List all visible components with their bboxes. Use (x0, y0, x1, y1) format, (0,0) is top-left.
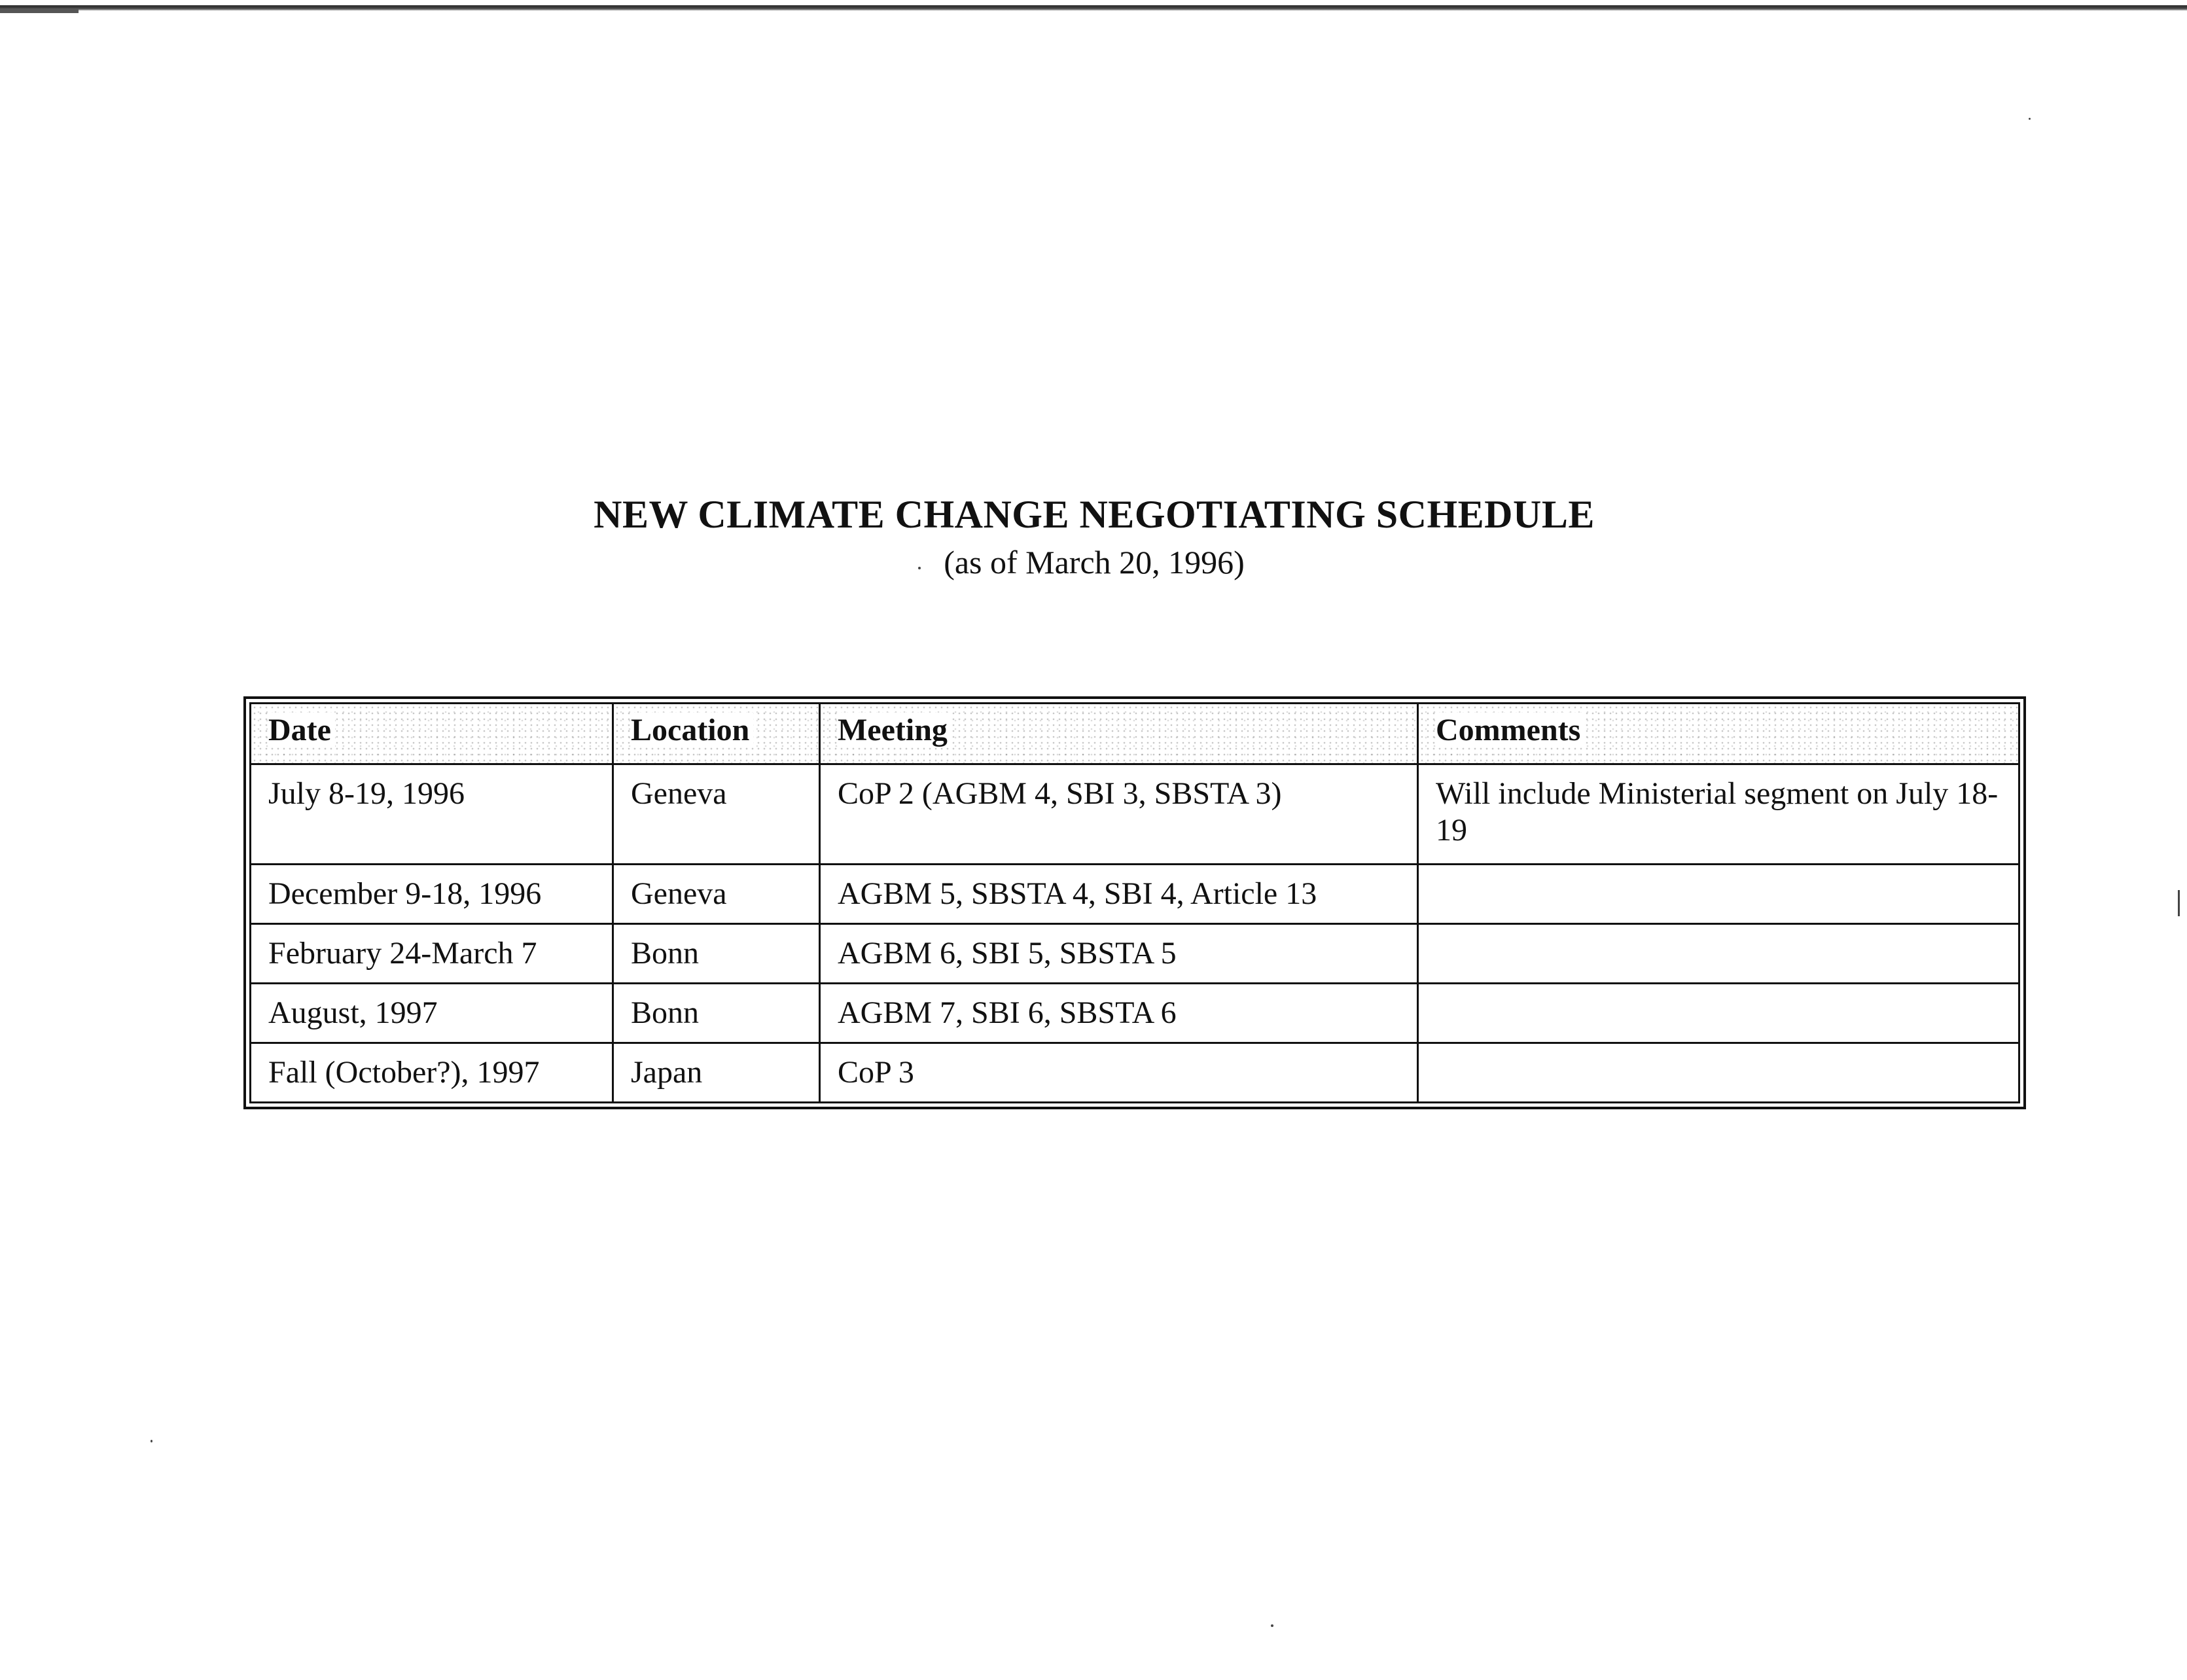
header-location: Location (613, 704, 820, 764)
scan-edge-mark (0, 9, 79, 13)
cell-date: August, 1997 (251, 984, 613, 1043)
header-meeting: Meeting (820, 704, 1418, 764)
cell-date: July 8-19, 1996 (251, 764, 613, 865)
table-row (251, 764, 2019, 865)
scan-edge-line (0, 5, 2187, 10)
table-header-row (251, 704, 2019, 764)
cell-comments (1418, 1043, 2019, 1103)
document-title: NEW CLIMATE CHANGE NEGOTIATING SCHEDULE (594, 493, 1595, 536)
cell-location: Geneva (613, 764, 820, 865)
cell-comments (1418, 865, 2019, 924)
cell-location: Bonn (613, 984, 820, 1043)
cell-date: February 24-March 7 (251, 924, 613, 984)
cell-meeting: AGBM 7, SBI 6, SBSTA 6 (820, 984, 1418, 1043)
document-subtitle: (as of March 20, 1996) (944, 544, 1245, 581)
cell-meeting: CoP 3 (820, 1043, 1418, 1103)
schedule-table (249, 702, 2020, 1103)
cell-meeting: CoP 2 (AGBM 4, SBI 3, SBSTA 3) (820, 764, 1418, 865)
table-row (251, 984, 2019, 1043)
cell-meeting: AGBM 5, SBSTA 4, SBI 4, Article 13 (820, 865, 1418, 924)
header-comments: Comments (1418, 704, 2019, 764)
cell-location: Japan (613, 1043, 820, 1103)
cell-location: Bonn (613, 924, 820, 984)
table-row (251, 865, 2019, 924)
cell-comments (1418, 984, 2019, 1043)
header-date: Date (251, 704, 613, 764)
table-row (251, 1043, 2019, 1103)
scan-speck (1271, 1624, 1273, 1627)
cell-date: December 9-18, 1996 (251, 865, 613, 924)
scan-speck (918, 567, 921, 569)
cell-comments: Will include Ministerial segment on July 18-19 (1418, 764, 2019, 865)
schedule-table-frame (243, 696, 2026, 1109)
scan-speck (2178, 890, 2180, 916)
cell-date: Fall (October?), 1997 (251, 1043, 613, 1103)
table-row (251, 924, 2019, 984)
cell-comments (1418, 924, 2019, 984)
scan-speck (151, 1440, 152, 1442)
cell-meeting: AGBM 6, SBI 5, SBSTA 5 (820, 924, 1418, 984)
cell-location: Geneva (613, 865, 820, 924)
scan-speck (2029, 118, 2031, 120)
